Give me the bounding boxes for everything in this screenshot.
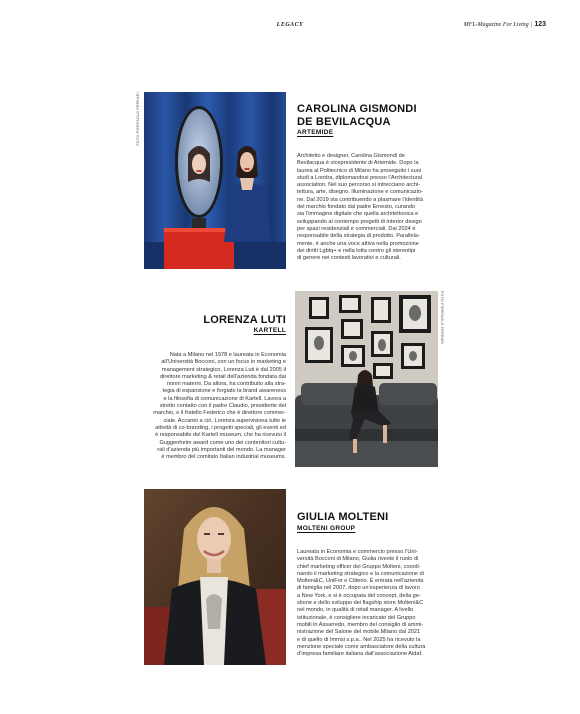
portrait-carolina-graphic [144,92,286,269]
bio-line: all’Università Bocconi, con un focus in marketing e [161,359,286,366]
bio-line: tettura, arte, disegno, illuminazione e comunicazio- [297,189,423,196]
bio-line: attività di co-branding, i progetti speciali, gli eventi ed [155,424,286,431]
bio-line: e la filosofia di comunicazione di Kartell. Lavora a [163,395,286,402]
bio-line: ne. Dal 2019 sta contribuendo a plasmare l’identità [297,196,423,203]
header-separator: | [530,22,533,28]
company-molteni-group: MOLTENI GROUP [297,525,356,532]
bio-line: Nata a Milano nel 1978 e laureata in Economia [169,352,286,358]
bio-line: laurea al Politecnico di Milano ha proseguito i suoi [297,167,422,174]
profile-name-carolina [297,103,417,128]
bio-line: è membro del comitato Italian industrial museums. [161,454,286,461]
bio-line: nonni materni. Da allora, ha contribuito alla stra- [166,381,286,388]
bio-line: istituzionale, è consigliere incaricato del Gruppo [297,614,416,621]
bio-line: Molteni&C, UniFor e Citterio. È entrata nell’azienda [297,578,424,585]
magazine-header [464,21,546,28]
bio-line: Architetto e designer, Carolina Gismondi de [297,153,405,159]
photo-credit-2: FOTO PIERPAOLO FERRARI [440,291,444,345]
bio-line: Laureata in Economia e commercio presso l’Uni- [297,549,418,555]
name-line-1: CAROLINA GISMONDI [297,103,417,115]
bio-line: nistrazione del Salone del mobile.Milano dal 2021 [297,629,421,636]
bio-line: management strategico, Lorenza Luti è dal 2005 il [161,366,286,373]
bio-line: per spazi residenziali e commerciali. Dal 2024 è [297,225,416,232]
company-kartell: KARTELL [253,327,286,334]
portrait-giulia-molteni [144,489,286,665]
bio-line: nando il marketing strategico e la comunicazione di [297,570,424,577]
company-artemide: ARTEMIDE [297,129,334,136]
bio-line: mente, è anche una voce attiva nella promozione [297,240,419,247]
name-line-2: DE BEVILACQUA [297,115,391,128]
bio-line: studi a Londra, diplomandosi presso l’Architectural [297,174,422,181]
bio-line: direttore marketing & retail dell’azienda fondata dai [160,373,286,380]
photo-credit-1: FOTO PIERPAOLO FERRARI [136,92,140,146]
portrait-giulia-graphic [144,489,286,665]
bio-line: e di quello di Immsi s.p.a.. Nel 2025 ha ricevuto la [297,636,421,643]
bio-line: stione e dello sviluppo dei flagship store Molteni&C [297,600,424,607]
bio-line: ciale. Accanto a ciò, Lorenza supervisiona tutte le [163,417,286,424]
bio-carolina [297,153,457,262]
bio-line: menzione speciale come ambasciatore della cultura [297,643,426,650]
bio-line: d’impresa familiare italiana dall’associazione Aidaf. [297,651,423,658]
bio-lorenza [120,352,286,461]
portrait-lorenza-graphic [295,291,438,467]
bio-line: chief marketing officer del Gruppo Molteni, coordi- [297,563,421,570]
bio-line: sia l’immagine digitale che quella architettonica e [297,211,419,218]
bio-line: responsabile della strategia di prodotto. Parallela- [297,233,420,240]
bio-line: mobili in Assarredo, membro del consiglio di ammi- [297,621,424,628]
bio-line: dei diritti Lgbtq+ e nella lotta contro gli stereotipi [297,247,416,254]
bio-line: di genere nei contesti lavorativi e culturali. [297,255,401,262]
bio-giulia [297,549,459,658]
bio-line: del marchio fondato dal padre Ernesto, curando [297,204,416,211]
bio-line: è responsabile del Kartell museum, che ha ricevuto il [155,432,286,439]
portrait-carolina-gismondi [144,92,286,269]
bio-line: Guggenheim award come uno dei contenitori cultu- [159,439,286,446]
bio-line: marchio, e il fratello Federico che è direttore commer- [153,410,286,417]
magazine-title: MFL-Magazine For Living [463,22,529,28]
bio-line: rali d’azienda più importanti del mondo. La manager [157,446,286,453]
bio-line: a New York, e si è occupata del concept, della ge- [297,592,421,599]
bio-line: nel mondo, in qualità di retail manager. A livello [297,607,414,614]
portrait-lorenza-luti [295,291,438,467]
profile-name-giulia: GIULIA MOLTENI [297,511,389,523]
bio-line: stretto contatto con il padre Claudio, presidente del [159,403,286,410]
section-label: LEGACY [276,22,304,28]
bio-line: versità Bocconi di Milano, Giulia riveste il ruolo di [297,556,419,563]
bio-line: di famiglia nel 2007, dopo un’esperienza di lavoro [297,585,420,592]
bio-line: sviluppando al contempo progetti di interior design [297,218,422,225]
profile-name-lorenza: LORENZA LUTI [203,314,286,326]
page-number: 123 [534,21,546,28]
bio-line: Bevilacqua è vicepresidente di Artemide. Dopo la [297,160,419,167]
bio-line: association. Nel suo percorso si intrecciano archi- [297,182,421,189]
bio-line: tegia di espansione e forgiato la brand awareness [162,388,286,395]
